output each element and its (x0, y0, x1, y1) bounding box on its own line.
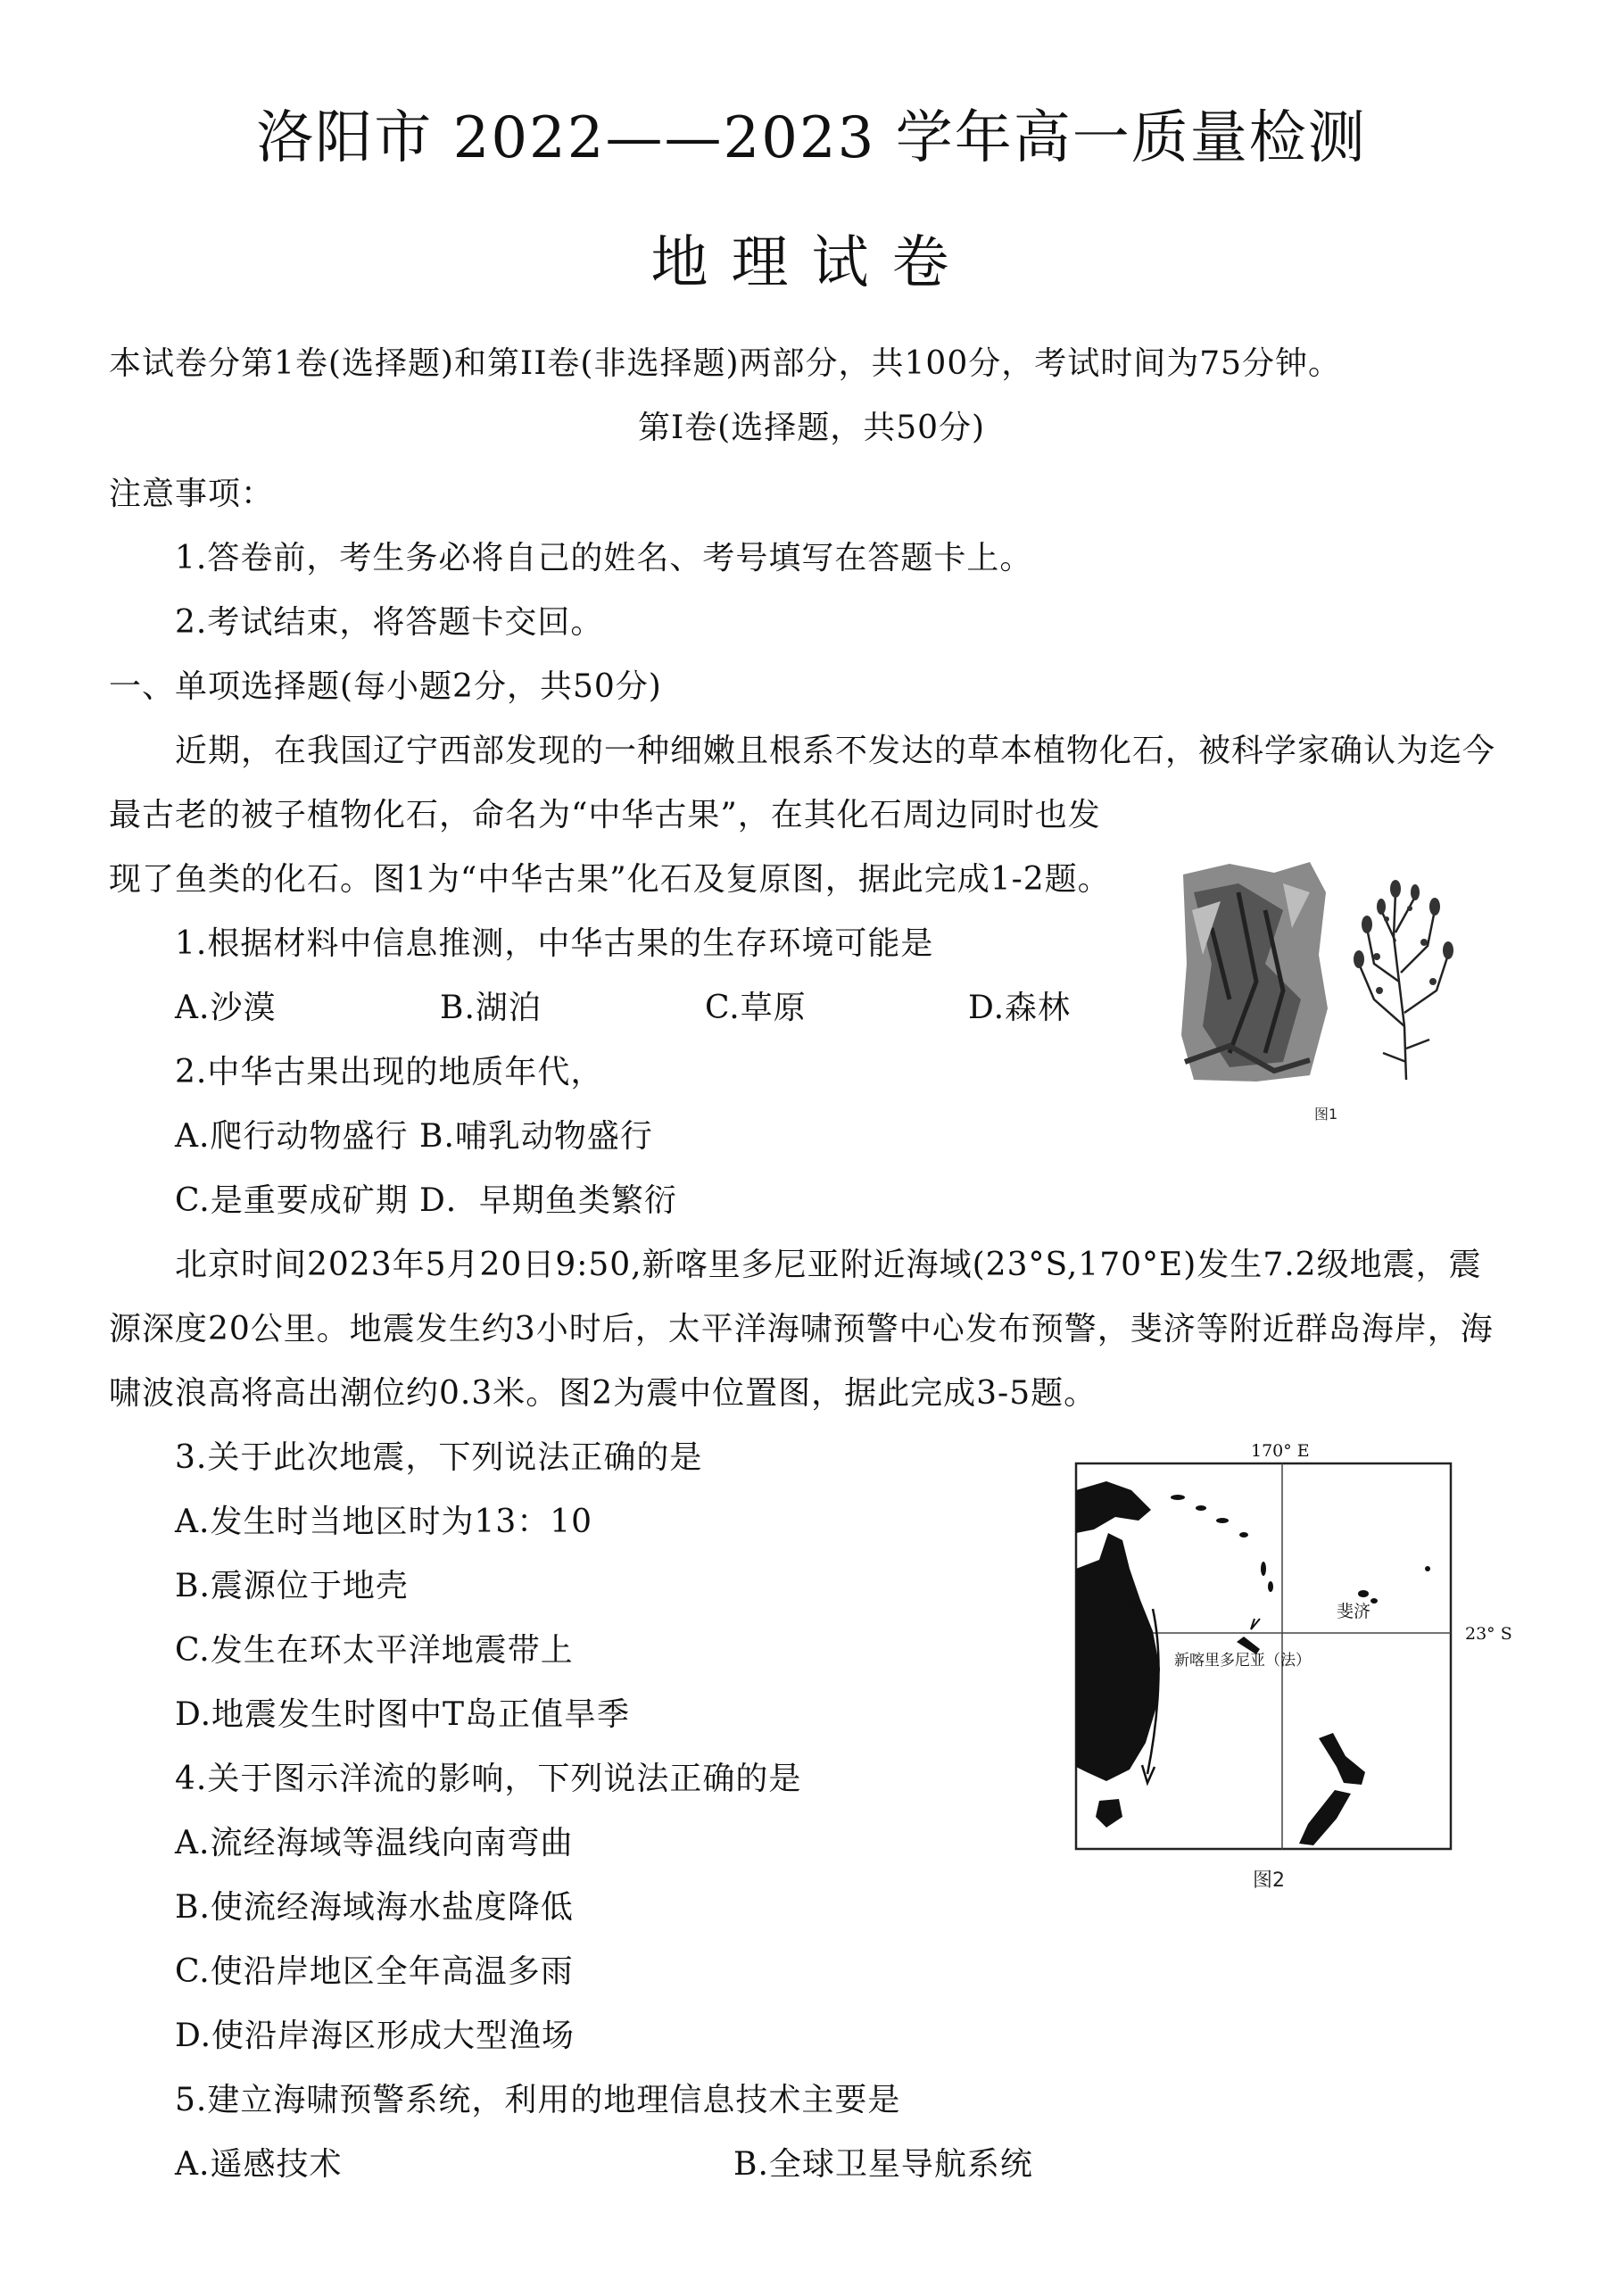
q1-option-d: D.森林 (968, 990, 1072, 1026)
q4-stem: 4.关于图示洋流的影响，下列说法正确的是 (175, 1761, 802, 1797)
figure1-caption: 图1 (1314, 1106, 1338, 1123)
q2-option-c: C.是重要成矿期 (175, 1182, 409, 1219)
q1-stem: 1.根据材料中信息推测，中华古果的生存环境可能是 (175, 925, 934, 962)
q4-option-c: C.使沿岸地区全年高温多雨 (175, 1953, 574, 1990)
map-latitude-label: 23° S (1465, 1624, 1512, 1644)
figure1-fossil-image (1176, 857, 1470, 1089)
q1-option-a: A.沙漠 (175, 990, 277, 1026)
q4-option-a: A.流经海域等温线向南弯曲 (175, 1825, 574, 1861)
exam-title: 洛阳市 2022——2023 学年高一质量检测 (256, 105, 1367, 171)
notes-heading: 注意事项： (109, 476, 275, 512)
passage2-line-3: 啸波浪高将高出潮位约0.3米。图2为震中位置图，据此完成3-5题。 (109, 1375, 1097, 1412)
exam-intro: 本试卷分第1卷(选择题)和第II卷(非选择题)两部分，共100分，考试时间为75分钟。 (109, 345, 1342, 382)
q1-option-b: B.湖泊 (440, 990, 542, 1026)
passage2-line-1: 北京时间2023年5月20日9:50,新喀里多尼亚附近海域(23°S,170°E)发生7.2级地震，震 (175, 1247, 1482, 1283)
subject-title: 地理试卷 (650, 230, 973, 296)
map-longitude-label: 170° E (1251, 1441, 1310, 1461)
q2-option-d: D．早期鱼类繁衍 (419, 1182, 677, 1219)
q1-option-c: C.草原 (705, 990, 807, 1026)
part1-title: 第I卷(选择题，共50分) (637, 410, 986, 446)
q3-option-a: A.发生时当地区时为13：10 (175, 1504, 593, 1540)
map-fiji-label: 斐济 (1337, 1602, 1371, 1621)
q3-option-d: D.地震发生时图中T岛正值旱季 (175, 1696, 631, 1733)
note-item-2: 2.考试结束，将答题卡交回。 (175, 604, 604, 641)
section1-heading: 一、单项选择题(每小题2分，共50分) (109, 668, 662, 705)
map-current-label: 洋流 (1106, 1595, 1141, 1614)
q4-option-b: B.使流经海域海水盐度降低 (175, 1889, 574, 1926)
q2-stem: 2.中华古果出现的地质年代， (175, 1054, 604, 1090)
q2-option-b: B.哺乳动物盛行 (419, 1118, 653, 1155)
q5-option-b: B.全球卫星导航系统 (733, 2146, 1033, 2183)
q4-option-d: D.使沿岸海区形成大型渔场 (175, 2018, 576, 2054)
passage1-line-2: 最古老的被子植物化石，命名为“中华古果”，在其化石周边同时也发 (109, 797, 1101, 833)
q3-option-b: B.震源位于地壳 (175, 1568, 409, 1604)
q3-option-c: C.发生在环太平洋地震带上 (175, 1632, 574, 1669)
q2-option-a: A.爬行动物盛行 (175, 1118, 409, 1155)
note-item-1: 1.答卷前，考生务必将自己的姓名、考号填写在答题卡上。 (175, 540, 1033, 576)
passage1-line-3: 现了鱼类的化石。图1为“中华古果”化石及复原图，据此完成1-2题。 (109, 861, 1111, 898)
figure2-epicenter-map (1053, 1435, 1535, 1859)
passage1-line-1: 近期，在我国辽宁西部发现的一种细嫩且根系不发达的草本植物化石，被科学家确认为迄今 (175, 733, 1496, 769)
q5-stem: 5.建立海啸预警系统，利用的地理信息技术主要是 (175, 2082, 901, 2118)
q3-stem: 3.关于此次地震，下列说法正确的是 (175, 1439, 703, 1476)
map-new-caledonia-label: 新喀里多尼亚（法） (1174, 1652, 1311, 1670)
figure2-caption: 图2 (1253, 1869, 1285, 1892)
passage2-line-2: 源深度20公里。地震发生约3小时后，太平洋海啸预警中心发布预警，斐济等附近群岛海岸，海 (109, 1311, 1494, 1347)
q5-option-a: A.遥感技术 (175, 2146, 343, 2183)
